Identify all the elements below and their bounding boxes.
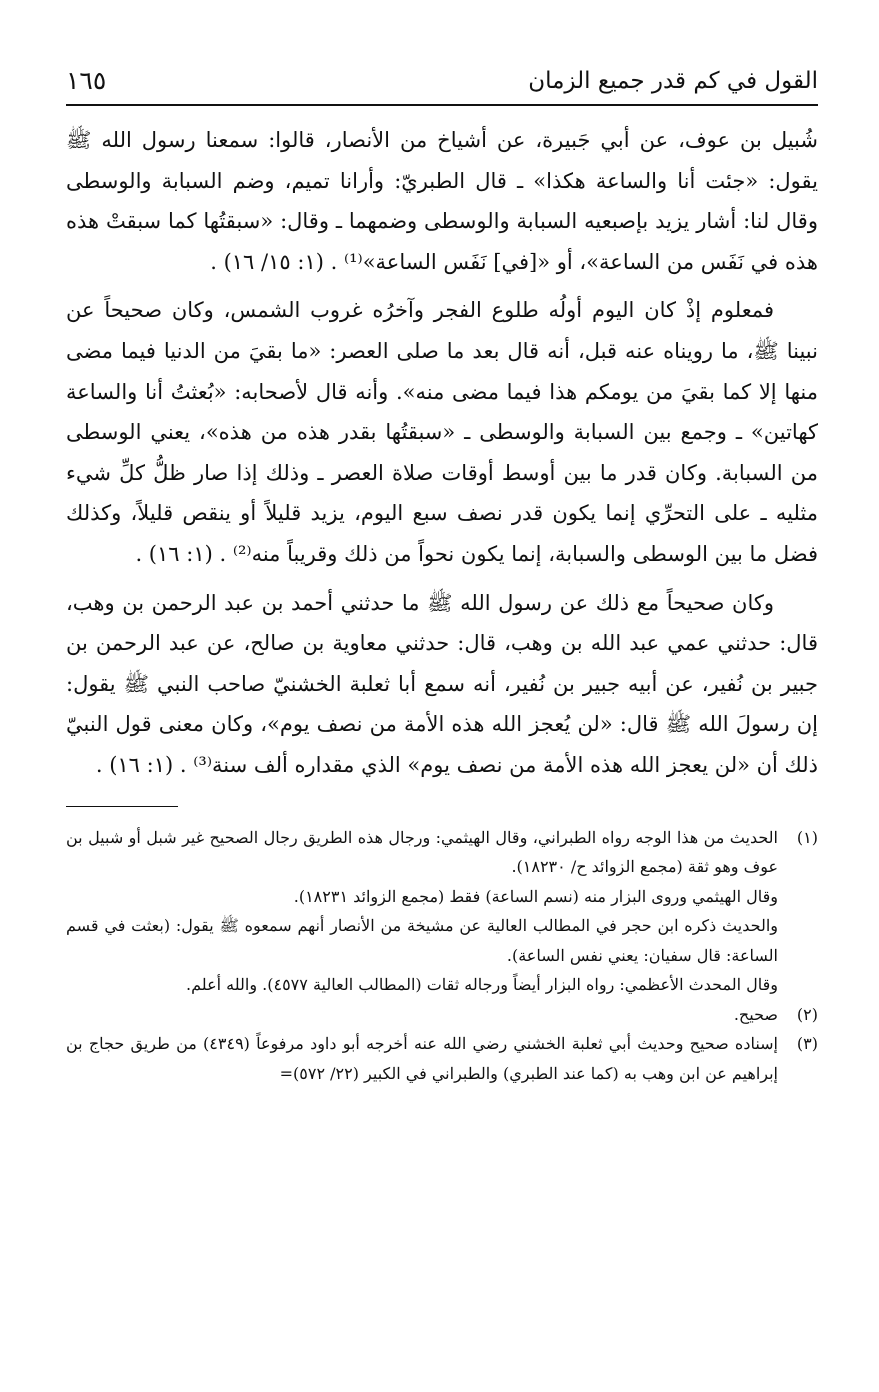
footnote-body	[66, 1000, 778, 1030]
paragraph-text: وكان صحيحاً مع ذلك عن رسول الله ﷺ ما حدثني أحمد بن عبد الرحمن بن وهب، قال: حدثني عمي عبد الله بن وهب، قال: حدثني معاوية بن صالح، عن عبد الرحمن بن جبير بن نُفير، عن أبيه جبير بن نُفير، أنه سمع أبا ثعلبة الخشنيّ صاحب النبي ﷺ يقول: إن رسولَ الله ﷺ قال: «لن يُعجز الله هذه الأمة من نصف يوم»، وكان معنى قول النبيّ ذلك أن «لن يعجز الله هذه الأمة من نصف يوم» الذي مقداره ألف سنة⁽³⁾ .	[66, 590, 818, 777]
footnotes	[66, 823, 818, 1089]
book-page	[66, 62, 818, 1382]
page-header	[66, 62, 818, 106]
footnote-line: وقال الهيثمي وروى البزار منه (نسم الساعة) فقط (مجمع الزوائد ١٨٢٣١).	[293, 886, 778, 906]
footnote-line: صحيح.	[733, 1004, 778, 1024]
footnote-line: وقال المحدث الأعظمي: رواه البزار أيضاً ورجاله ثقات (المطالب العالية ٤٥٧٧). والله أعلم.	[186, 975, 778, 994]
source-reference: (١: ١٦) .	[135, 541, 213, 566]
paragraph-text: فمعلوم إذْ كان اليوم أولُه طلوع الفجر وآخرُه غروب الشمس، وكان صحيحاً عن نبينا ﷺ، ما رويناه عنه قبل، أنه قال بعد ما صلى العصر: «ما بقيَ من الدنيا فيما مضى منها إلا كما بقيَ من يومكم هذا فيما مضى منه». وأنه قال لأصحابه: «بُعثتُ أنا والساعة كهاتين» ـ وجمع بين السبابة والوسطى ـ «سبقتُها بقدر هذه من هذه»، يعني الوسطى من السبابة. وكان قدر ما بين أوسط أوقات صلاة العصر ـ وذلك إذا صار ظلُّ كلِّ شيء مثليه ـ على التحرِّي إنما يكون قدر نصف سبع اليوم، يزيد قليلاً أو ينقص قليلاً، وكذلك فضل ما بين الوسطى والسبابة، إنما يكون نحواً من ذلك وقريباً منه⁽²⁾ .	[66, 298, 819, 566]
running-title: القول في كم قدر جميع الزمان	[528, 68, 818, 94]
footnote	[66, 1000, 818, 1030]
footnote-line: إسناده صحيح وحديث أبي ثعلبة الخشني رضي الله عنه أخرجه أبو داود مرفوعاً (٤٣٤٩) من طريق حجاج بن إبراهيم عن ابن وهب به (كما عند الطبري) والطبراني في الكبير (٢٢/ ٥٧٢)=	[66, 1034, 778, 1083]
source-reference: (١: ١٥/ ١٦) .	[210, 249, 324, 274]
main-text	[66, 120, 818, 786]
footnote-number: (١)	[796, 827, 818, 847]
paragraph	[66, 583, 818, 786]
footnote-line: والحديث ذكره ابن حجر في المطالب العالية عن مشيخة من الأنصار أنهم سمعوه ﷺ يقول: (بعثت في قسم الساعة: قال سفيان: يعني نفس الساعة).	[66, 916, 778, 965]
footnote-body	[66, 1029, 778, 1088]
footnote-number: (٢)	[796, 1004, 818, 1024]
paragraph	[66, 290, 818, 574]
footnote	[66, 823, 818, 1000]
page-number: ١٦٥	[66, 66, 107, 95]
paragraph-text: شُبيل بن عوف، عن أبي جَبيرة، عن أشياخ من الأنصار، قالوا: سمعنا رسول الله ﷺ يقول: «جئت أنا والساعة هكذا» ـ قال الطبريّ: وأرانا تميم، وضم السبابة والوسطى وقال لنا: أشار يزيد بإصبعيه السبابة والوسطى وضمهما ـ وقال: «سبقتُها كما سبقتْ هذه هذه في نَفَس من الساعة»، أو «[في] نَفَس الساعة»⁽¹⁾ .	[66, 128, 818, 274]
footnote-body	[66, 823, 778, 1000]
paragraph	[66, 120, 818, 282]
source-reference: (١: ١٦) .	[95, 752, 174, 777]
footnote-separator	[66, 806, 178, 807]
footnote-number: (٣)	[796, 1034, 818, 1053]
footnote-line: الحديث من هذا الوجه رواه الطبراني، وقال الهيثمي: ورجال هذه الطريق رجال الصحيح غير شبل أو شبيل بن عوف وهو ثقة (مجمع الزوائد ح/ ١٨٢٣٠).	[66, 827, 778, 876]
footnote	[66, 1029, 818, 1088]
